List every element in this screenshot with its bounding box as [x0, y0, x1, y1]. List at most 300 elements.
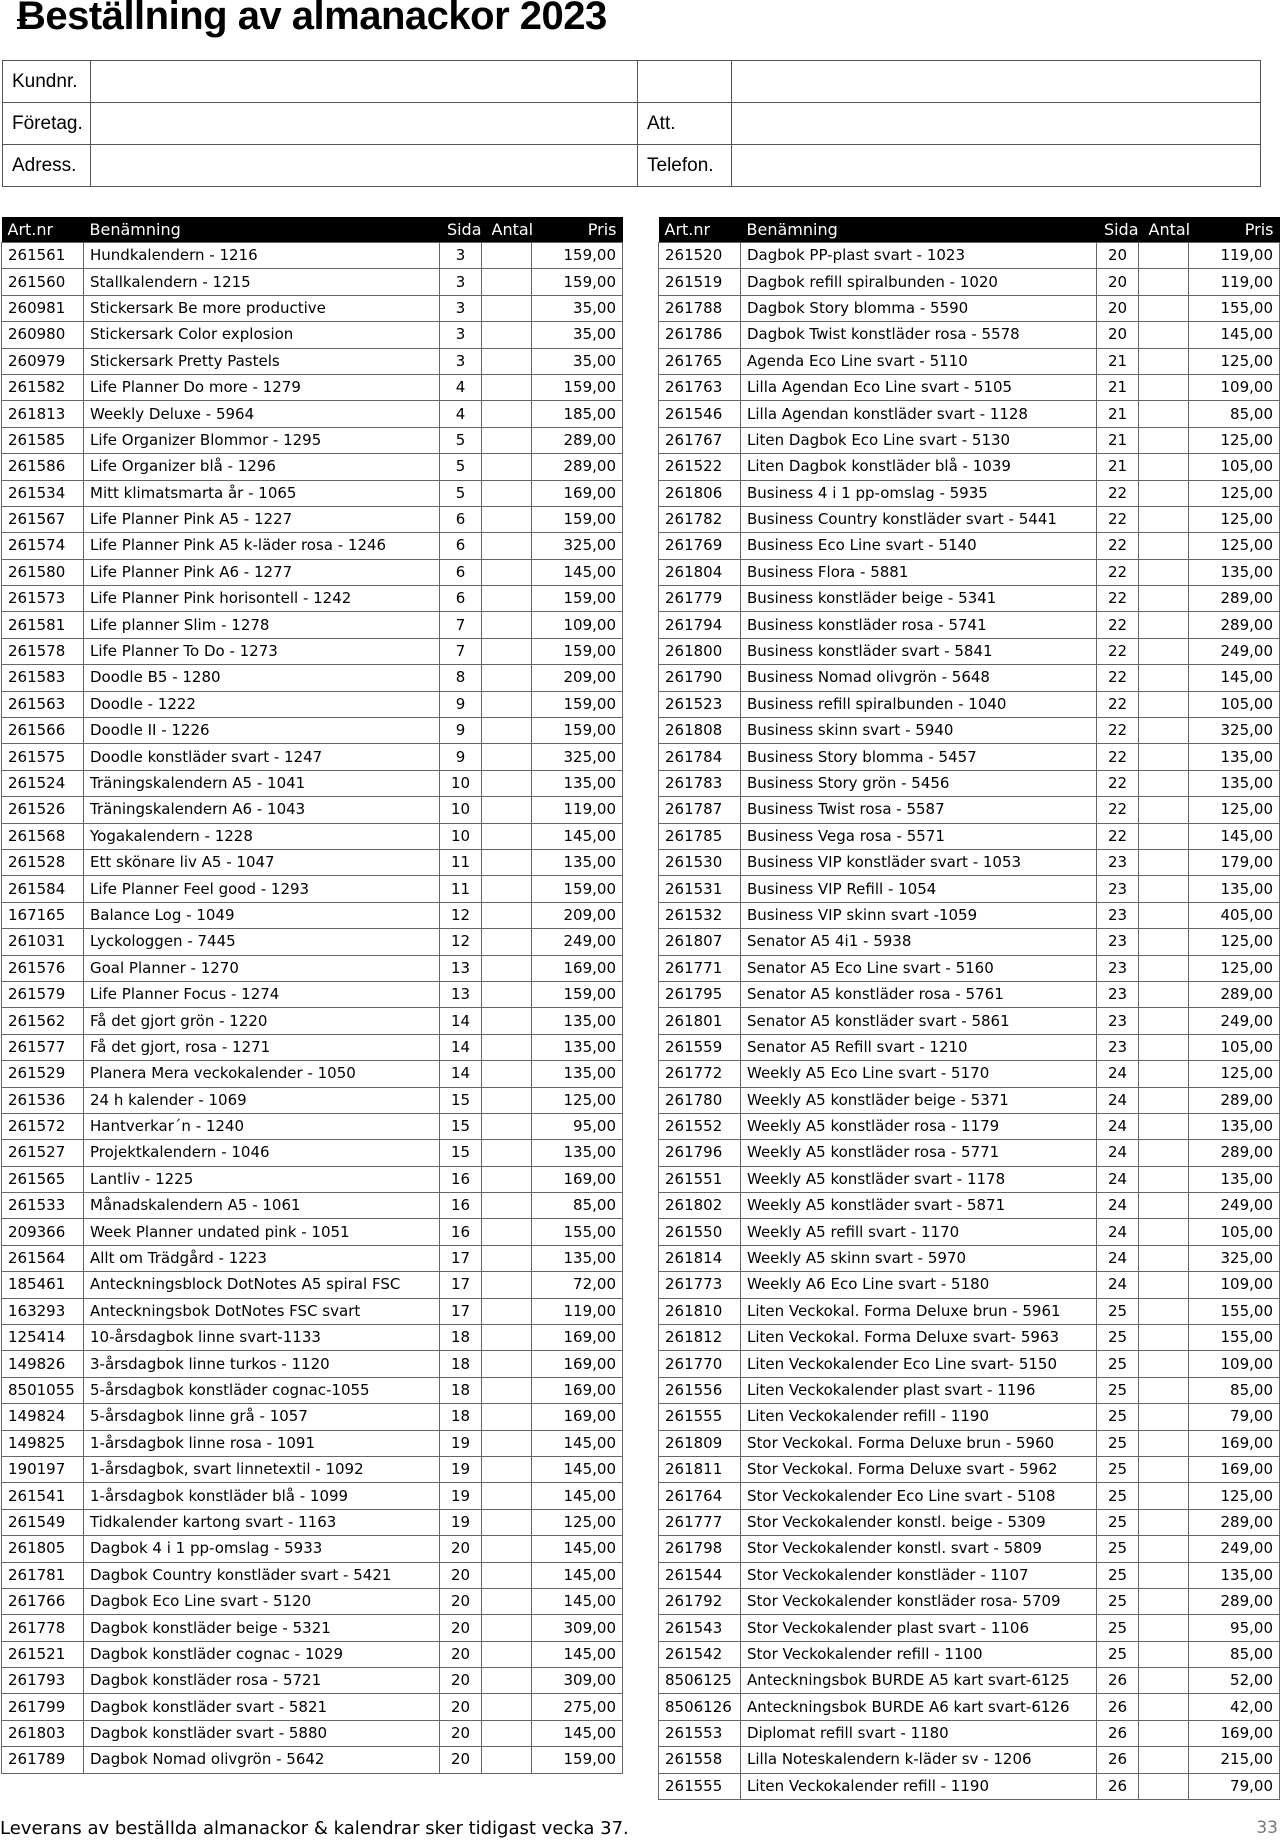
antal-input[interactable] [482, 480, 532, 506]
pris-cell: 145,00 [1189, 322, 1280, 348]
kundnr-field[interactable] [91, 61, 638, 103]
sida-cell: 26 [1097, 1720, 1139, 1746]
pris-cell: 145,00 [532, 1536, 623, 1562]
antal-input[interactable] [482, 929, 532, 955]
table-row [2, 427, 623, 453]
pris-cell: 119,00 [532, 797, 623, 823]
antal-input[interactable] [1139, 1377, 1189, 1403]
antal-input[interactable] [482, 1430, 532, 1456]
pris-cell: 35,00 [532, 348, 623, 374]
sida-cell: 9 [440, 718, 482, 744]
benamning-cell: Dagbok konstläder cognac - 1029 [84, 1641, 440, 1667]
table-row [659, 638, 1280, 664]
benamning-cell: Liten Veckokal. Forma Deluxe svart- 5963 [741, 1325, 1097, 1351]
benamning-cell: Goal Planner - 1270 [84, 955, 440, 981]
antal-input[interactable] [482, 1272, 532, 1298]
antal-input[interactable] [1139, 506, 1189, 532]
artnr-cell: 261806 [659, 480, 741, 506]
table-row [2, 295, 623, 321]
benamning-cell: Agenda Eco Line svart - 5110 [741, 348, 1097, 374]
pris-cell: 95,00 [1189, 1615, 1280, 1641]
antal-input[interactable] [1139, 1694, 1189, 1720]
antal-input[interactable] [482, 1087, 532, 1113]
antal-input[interactable] [1139, 1113, 1189, 1139]
artnr-cell: 261542 [659, 1641, 741, 1667]
pris-cell: 119,00 [532, 1298, 623, 1324]
artnr-cell: 261031 [2, 929, 84, 955]
antal-input[interactable] [482, 665, 532, 691]
antal-input[interactable] [482, 1166, 532, 1192]
antal-input[interactable] [482, 1747, 532, 1773]
antal-input[interactable] [482, 1509, 532, 1535]
sida-cell: 21 [1097, 348, 1139, 374]
att-field[interactable] [732, 103, 1261, 145]
antal-input[interactable] [1139, 612, 1189, 638]
artnr-cell: 149824 [2, 1404, 84, 1430]
pris-cell: 145,00 [1189, 823, 1280, 849]
pris-cell: 159,00 [532, 269, 623, 295]
antal-input[interactable] [1139, 401, 1189, 427]
table-row [659, 1404, 1280, 1430]
benamning-cell: Anteckningsbok BURDE A5 kart svart-6125 [741, 1668, 1097, 1694]
pris-cell: 249,00 [1189, 1008, 1280, 1034]
table-row [2, 1325, 623, 1351]
pris-cell: 289,00 [1189, 612, 1280, 638]
benamning-cell: Business Vega rosa - 5571 [741, 823, 1097, 849]
table-row [2, 1298, 623, 1324]
pris-cell: 249,00 [1189, 1536, 1280, 1562]
pris-cell: 135,00 [532, 849, 623, 875]
antal-input[interactable] [482, 1193, 532, 1219]
att-label: Att. [638, 103, 732, 145]
antal-input[interactable] [482, 1404, 532, 1430]
antal-input[interactable] [482, 1008, 532, 1034]
sida-cell: 25 [1097, 1325, 1139, 1351]
antal-input[interactable] [482, 559, 532, 585]
sida-cell: 24 [1097, 1193, 1139, 1219]
antal-input[interactable] [1139, 1588, 1189, 1614]
antal-input[interactable] [1139, 1430, 1189, 1456]
antal-input[interactable] [482, 823, 532, 849]
pris-cell: 109,00 [1189, 1272, 1280, 1298]
antal-input[interactable] [1139, 1298, 1189, 1324]
pris-cell: 79,00 [1189, 1404, 1280, 1430]
antal-input[interactable] [482, 506, 532, 532]
antal-input[interactable] [1139, 744, 1189, 770]
antal-input[interactable] [1139, 454, 1189, 480]
antal-input[interactable] [1139, 374, 1189, 400]
sida-cell: 5 [440, 427, 482, 453]
table-row [659, 902, 1280, 928]
table-row [659, 1325, 1280, 1351]
antal-input[interactable] [482, 1061, 532, 1087]
sida-cell: 19 [440, 1456, 482, 1482]
table-row [2, 849, 623, 875]
foretag-field[interactable] [91, 103, 638, 145]
antal-input[interactable] [482, 876, 532, 902]
benamning-cell: Stor Veckokalender plast svart - 1106 [741, 1615, 1097, 1641]
benamning-cell: Life Planner Pink A5 - 1227 [84, 506, 440, 532]
artnr-cell: 8506126 [659, 1694, 741, 1720]
benamning-cell: Business VIP Refill - 1054 [741, 876, 1097, 902]
table-row [2, 1087, 623, 1113]
benamning-cell: Stor Veckokalender refill - 1100 [741, 1641, 1097, 1667]
table-row [2, 1641, 623, 1667]
telefon-field[interactable] [732, 145, 1261, 187]
benamning-cell: Business Twist rosa - 5587 [741, 797, 1097, 823]
antal-input[interactable] [482, 1377, 532, 1403]
telefon-label: Telefon. [638, 145, 732, 187]
sida-cell: 24 [1097, 1219, 1139, 1245]
benamning-cell: Life planner Slim - 1278 [84, 612, 440, 638]
artnr-cell: 261793 [2, 1668, 84, 1694]
pris-cell: 145,00 [532, 1430, 623, 1456]
sida-cell: 5 [440, 454, 482, 480]
sida-cell: 14 [440, 1061, 482, 1087]
pris-cell: 125,00 [1189, 797, 1280, 823]
table-row [2, 322, 623, 348]
artnr-cell: 261530 [659, 849, 741, 875]
antal-input[interactable] [1139, 586, 1189, 612]
antal-input[interactable] [482, 612, 532, 638]
antal-input[interactable] [1139, 1773, 1189, 1799]
antal-input[interactable] [482, 1219, 532, 1245]
sida-cell: 5 [440, 480, 482, 506]
antal-input[interactable] [1139, 1219, 1189, 1245]
antal-input[interactable] [482, 1562, 532, 1588]
benamning-cell: Liten Veckokal. Forma Deluxe brun - 5961 [741, 1298, 1097, 1324]
blank-field[interactable] [732, 61, 1261, 103]
antal-input[interactable] [1139, 295, 1189, 321]
sida-cell: 10 [440, 823, 482, 849]
antal-input[interactable] [482, 1483, 532, 1509]
table-row [2, 1483, 623, 1509]
sida-cell: 15 [440, 1140, 482, 1166]
sida-cell: 24 [1097, 1087, 1139, 1113]
sida-cell: 19 [440, 1509, 482, 1535]
artnr-cell: 261795 [659, 981, 741, 1007]
header-antal: Antal [482, 217, 532, 243]
antal-input[interactable] [1139, 1483, 1189, 1509]
antal-input[interactable] [1139, 1509, 1189, 1535]
pris-cell: 125,00 [1189, 1061, 1280, 1087]
benamning-cell: Stor Veckokalender konstläder rosa- 5709 [741, 1588, 1097, 1614]
antal-input[interactable] [1139, 1456, 1189, 1482]
sida-cell: 23 [1097, 876, 1139, 902]
antal-input[interactable] [1139, 1641, 1189, 1667]
benamning-cell: Life Planner Do more - 1279 [84, 374, 440, 400]
pris-cell: 42,00 [1189, 1694, 1280, 1720]
antal-input[interactable] [1139, 638, 1189, 664]
table-row [659, 1377, 1280, 1403]
antal-input[interactable] [482, 1668, 532, 1694]
benamning-cell: Business Eco Line svart - 5140 [741, 533, 1097, 559]
benamning-cell: Stor Veckokal. Forma Deluxe brun - 5960 [741, 1430, 1097, 1456]
antal-input[interactable] [482, 770, 532, 796]
antal-input[interactable] [482, 955, 532, 981]
antal-input[interactable] [1139, 665, 1189, 691]
antal-input[interactable] [1139, 955, 1189, 981]
artnr-cell: 261543 [659, 1615, 741, 1641]
antal-input[interactable] [482, 1588, 532, 1614]
antal-input[interactable] [482, 981, 532, 1007]
benamning-cell: Senator A5 konstläder svart - 5861 [741, 1008, 1097, 1034]
table-row [659, 1298, 1280, 1324]
table-row [659, 1272, 1280, 1298]
artnr-cell: 149825 [2, 1430, 84, 1456]
sida-cell: 17 [440, 1245, 482, 1271]
artnr-cell: 261519 [659, 269, 741, 295]
antal-input[interactable] [1139, 1166, 1189, 1192]
adress-field[interactable] [91, 145, 638, 187]
benamning-cell: Senator A5 Refill svart - 1210 [741, 1034, 1097, 1060]
table-row [2, 823, 623, 849]
artnr-cell: 261584 [2, 876, 84, 902]
sida-cell: 11 [440, 849, 482, 875]
antal-input[interactable] [1139, 1272, 1189, 1298]
table-row [2, 1008, 623, 1034]
table-row [2, 1034, 623, 1060]
pris-cell: 145,00 [532, 823, 623, 849]
sida-cell: 20 [1097, 295, 1139, 321]
artnr-cell: 261560 [2, 269, 84, 295]
antal-input[interactable] [1139, 1008, 1189, 1034]
order-table-right [658, 217, 1280, 1800]
antal-input[interactable] [482, 1034, 532, 1060]
foretag-label: Företag. [3, 103, 91, 145]
sida-cell: 6 [440, 533, 482, 559]
pris-cell: 289,00 [1189, 586, 1280, 612]
sida-cell: 22 [1097, 506, 1139, 532]
sida-cell: 25 [1097, 1377, 1139, 1403]
sida-cell: 19 [440, 1430, 482, 1456]
artnr-cell: 261770 [659, 1351, 741, 1377]
pris-cell: 135,00 [1189, 876, 1280, 902]
table-row [659, 506, 1280, 532]
antal-input[interactable] [482, 269, 532, 295]
artnr-cell: 261807 [659, 929, 741, 955]
artnr-cell: 261526 [2, 797, 84, 823]
antal-input[interactable] [482, 744, 532, 770]
antal-input[interactable] [482, 427, 532, 453]
benamning-cell: Dagbok refill spiralbunden - 1020 [741, 269, 1097, 295]
header-antal: Antal [1139, 217, 1189, 243]
artnr-cell: 261580 [2, 559, 84, 585]
antal-input[interactable] [1139, 718, 1189, 744]
benamning-cell: Week Planner undated pink - 1051 [84, 1219, 440, 1245]
antal-input[interactable] [1139, 269, 1189, 295]
artnr-cell: 167165 [2, 902, 84, 928]
antal-input[interactable] [1139, 1562, 1189, 1588]
sida-cell: 4 [440, 401, 482, 427]
sida-cell: 4 [440, 374, 482, 400]
pris-cell: 289,00 [1189, 981, 1280, 1007]
sida-cell: 20 [440, 1641, 482, 1667]
benamning-cell: Liten Veckokalender refill - 1190 [741, 1773, 1097, 1799]
antal-input[interactable] [482, 1536, 532, 1562]
table-row [659, 559, 1280, 585]
artnr-cell: 125414 [2, 1325, 84, 1351]
antal-input[interactable] [1139, 1325, 1189, 1351]
antal-input[interactable] [482, 1456, 532, 1482]
antal-input[interactable] [482, 401, 532, 427]
pris-cell: 325,00 [532, 744, 623, 770]
artnr-cell: 261556 [659, 1377, 741, 1403]
benamning-cell: Life Planner Focus - 1274 [84, 981, 440, 1007]
antal-input[interactable] [1139, 929, 1189, 955]
sida-cell: 16 [440, 1193, 482, 1219]
antal-input[interactable] [482, 586, 532, 612]
artnr-cell: 261520 [659, 243, 741, 269]
artnr-cell: 261787 [659, 797, 741, 823]
artnr-cell: 261772 [659, 1061, 741, 1087]
antal-input[interactable] [482, 533, 532, 559]
table-header [659, 217, 1280, 243]
antal-input[interactable] [1139, 1720, 1189, 1746]
antal-input[interactable] [482, 849, 532, 875]
antal-input[interactable] [1139, 1536, 1189, 1562]
table-row [659, 1720, 1280, 1746]
table-header [2, 217, 623, 243]
artnr-cell: 261555 [659, 1404, 741, 1430]
benamning-cell: 24 h kalender - 1069 [84, 1087, 440, 1113]
table-row [659, 929, 1280, 955]
table-row [659, 849, 1280, 875]
table-row [2, 1720, 623, 1746]
table-row [659, 981, 1280, 1007]
antal-input[interactable] [1139, 1193, 1189, 1219]
antal-input[interactable] [1139, 823, 1189, 849]
antal-input[interactable] [1139, 1747, 1189, 1773]
benamning-cell: Life Organizer Blommor - 1295 [84, 427, 440, 453]
table-row [659, 1351, 1280, 1377]
antal-input[interactable] [482, 718, 532, 744]
benamning-cell: Ett skönare liv A5 - 1047 [84, 849, 440, 875]
pris-cell: 289,00 [1189, 1087, 1280, 1113]
pris-cell: 125,00 [1189, 533, 1280, 559]
antal-input[interactable] [1139, 559, 1189, 585]
antal-input[interactable] [482, 1325, 532, 1351]
antal-input[interactable] [482, 1113, 532, 1139]
antal-input[interactable] [1139, 1140, 1189, 1166]
antal-input[interactable] [1139, 876, 1189, 902]
pris-cell: 85,00 [532, 1193, 623, 1219]
antal-input[interactable] [482, 1641, 532, 1667]
antal-input[interactable] [1139, 770, 1189, 796]
artnr-cell: 261802 [659, 1193, 741, 1219]
table-row [2, 1219, 623, 1245]
artnr-cell: 261804 [659, 559, 741, 585]
antal-input[interactable] [1139, 427, 1189, 453]
sida-cell: 22 [1097, 533, 1139, 559]
sida-cell: 9 [440, 744, 482, 770]
blank-label [638, 61, 732, 103]
antal-input[interactable] [482, 1694, 532, 1720]
antal-input[interactable] [482, 1245, 532, 1271]
artnr-cell: 261533 [2, 1193, 84, 1219]
antal-input[interactable] [1139, 981, 1189, 1007]
table-row [2, 533, 623, 559]
pris-cell: 72,00 [532, 1272, 623, 1298]
antal-input[interactable] [482, 638, 532, 664]
antal-input[interactable] [1139, 1668, 1189, 1694]
artnr-cell: 261567 [2, 506, 84, 532]
antal-input[interactable] [482, 1140, 532, 1166]
antal-input[interactable] [1139, 1087, 1189, 1113]
header-pris: Pris [1189, 217, 1280, 243]
artnr-cell: 261779 [659, 586, 741, 612]
antal-input[interactable] [482, 1720, 532, 1746]
antal-input[interactable] [482, 243, 532, 269]
antal-input[interactable] [1139, 1034, 1189, 1060]
sida-cell: 20 [440, 1720, 482, 1746]
sida-cell: 22 [1097, 612, 1139, 638]
artnr-cell: 261800 [659, 638, 741, 664]
table-row [2, 348, 623, 374]
antal-input[interactable] [1139, 691, 1189, 717]
antal-input[interactable] [1139, 243, 1189, 269]
antal-input[interactable] [482, 797, 532, 823]
antal-input[interactable] [482, 348, 532, 374]
artnr-cell: 261792 [659, 1588, 741, 1614]
artnr-cell: 261546 [659, 401, 741, 427]
antal-input[interactable] [482, 322, 532, 348]
antal-input[interactable] [482, 295, 532, 321]
antal-input[interactable] [1139, 1404, 1189, 1430]
sida-cell: 26 [1097, 1747, 1139, 1773]
antal-input[interactable] [482, 902, 532, 928]
antal-input[interactable] [1139, 348, 1189, 374]
benamning-cell: Stallkalendern - 1215 [84, 269, 440, 295]
table-row [659, 1061, 1280, 1087]
pris-cell: 159,00 [532, 243, 623, 269]
table-row [659, 691, 1280, 717]
table-row [659, 1193, 1280, 1219]
antal-input[interactable] [482, 374, 532, 400]
antal-input[interactable] [1139, 797, 1189, 823]
antal-input[interactable] [1139, 1615, 1189, 1641]
antal-input[interactable] [1139, 1245, 1189, 1271]
pris-cell: 155,00 [1189, 295, 1280, 321]
antal-input[interactable] [1139, 1061, 1189, 1087]
antal-input[interactable] [1139, 1351, 1189, 1377]
order-table-left [1, 217, 623, 1774]
antal-input[interactable] [482, 691, 532, 717]
antal-input[interactable] [482, 1351, 532, 1377]
artnr-cell: 261799 [2, 1694, 84, 1720]
antal-input[interactable] [1139, 480, 1189, 506]
antal-input[interactable] [1139, 322, 1189, 348]
benamning-cell: Business VIP konstläder svart - 1053 [741, 849, 1097, 875]
artnr-cell: 261549 [2, 1509, 84, 1535]
benamning-cell: Weekly A5 konstläder rosa - 5771 [741, 1140, 1097, 1166]
antal-input[interactable] [482, 454, 532, 480]
table-row [659, 480, 1280, 506]
antal-input[interactable] [1139, 533, 1189, 559]
table-row [659, 1588, 1280, 1614]
benamning-cell: Weekly A5 konstläder beige - 5371 [741, 1087, 1097, 1113]
pris-cell: 85,00 [1189, 1377, 1280, 1403]
antal-input[interactable] [482, 1615, 532, 1641]
benamning-cell: Liten Veckokalender plast svart - 1196 [741, 1377, 1097, 1403]
antal-input[interactable] [1139, 849, 1189, 875]
sida-cell: 3 [440, 295, 482, 321]
artnr-cell: 163293 [2, 1298, 84, 1324]
antal-input[interactable] [1139, 902, 1189, 928]
sida-cell: 22 [1097, 586, 1139, 612]
sida-cell: 21 [1097, 427, 1139, 453]
antal-input[interactable] [482, 1298, 532, 1324]
